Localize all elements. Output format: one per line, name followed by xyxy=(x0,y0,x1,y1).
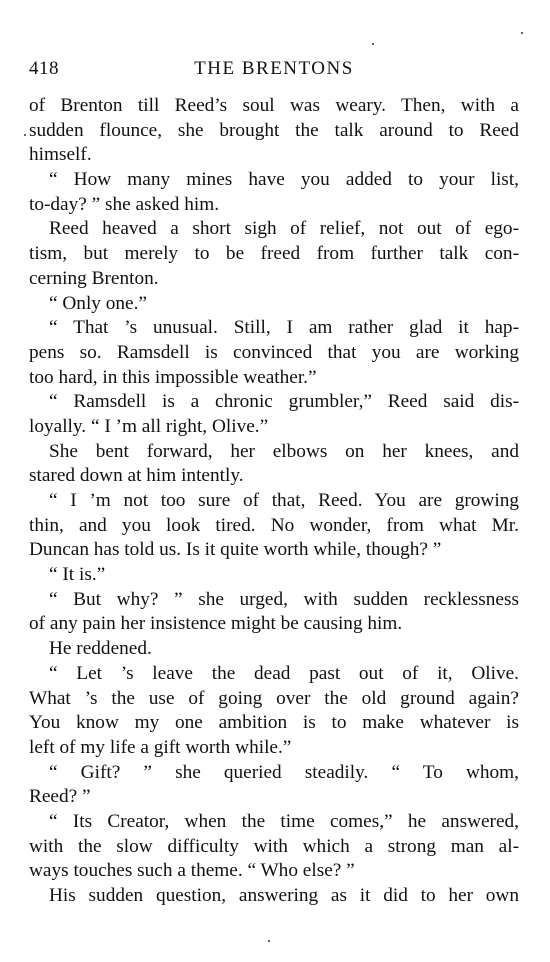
text-line: to-day? ” she asked him. xyxy=(29,193,220,215)
text-line: “ That ’s unusual. Still, I am rather glad it hap- xyxy=(49,317,519,339)
text-line: “ Let ’s leave the dead past out of it, Olive. xyxy=(49,662,519,684)
text-line: ways touches such a theme. “ Who else? ” xyxy=(29,860,355,882)
scan-speck xyxy=(24,134,26,136)
text-line: himself. xyxy=(29,144,92,166)
text-line: Reed? ” xyxy=(29,786,91,808)
scan-speck xyxy=(372,43,374,45)
text-line: Duncan has told us. Is it quite worth while, though? ” xyxy=(29,539,442,561)
text-line: His sudden question, answering as it did to her own xyxy=(49,885,519,906)
text-line: of Brenton till Reed’s soul was weary. Then, with a xyxy=(29,95,519,116)
text-line: with the slow difficulty with which a strong man al- xyxy=(29,835,519,857)
text-line: stared down at him intently. xyxy=(29,465,244,487)
text-line: cerning Brenton. xyxy=(29,267,159,289)
text-line: left of my life a gift worth while.” xyxy=(29,736,292,758)
text-line: “ Only one.” xyxy=(49,292,147,314)
text-line: He reddened. xyxy=(49,638,152,660)
text-line: “ Gift? ” she queried steadily. “ To whom, xyxy=(49,761,519,783)
text-line: too hard, in this impossible weather.” xyxy=(29,366,317,388)
text-line: of any pain her insistence might be causing him. xyxy=(29,613,403,635)
page-header xyxy=(29,58,519,86)
text-line: “ Its Creator, when the time comes,” he answered, xyxy=(49,810,519,832)
text-line: thin, and you look tired. No wonder, from what Mr. xyxy=(29,514,519,536)
text-line: sudden flounce, she brought the talk around to Reed xyxy=(29,119,519,141)
text-line: pens so. Ramsdell is convinced that you are working xyxy=(29,341,519,363)
text-line: “ It is.” xyxy=(49,564,106,586)
text-line: “ I ’m not too sure of that, Reed. You are growing xyxy=(49,490,519,511)
text-line: tism, but merely to be freed from further talk con- xyxy=(29,243,519,265)
running-title: THE BRENTONS xyxy=(194,58,354,79)
text-line: “ How many mines have you added to your list, xyxy=(49,169,519,191)
text-line: “ But why? ” she urged, with sudden recklessness xyxy=(49,588,519,610)
text-line: What ’s the use of going over the old ground again? xyxy=(29,687,519,709)
text-line: “ Ramsdell is a chronic grumbler,” Reed said dis- xyxy=(49,391,519,413)
text-line: loyally. “ I ’m all right, Olive.” xyxy=(29,415,269,437)
text-line: You know my one ambition is to make whatever is xyxy=(29,712,519,734)
text-line: Reed heaved a short sigh of relief, not out of ego- xyxy=(49,218,519,240)
text-line: She bent forward, her elbows on her knees, and xyxy=(49,440,519,462)
scan-speck xyxy=(268,940,270,942)
page-number: 418 xyxy=(29,58,59,79)
scan-speck xyxy=(521,32,523,34)
body-text xyxy=(29,94,519,909)
